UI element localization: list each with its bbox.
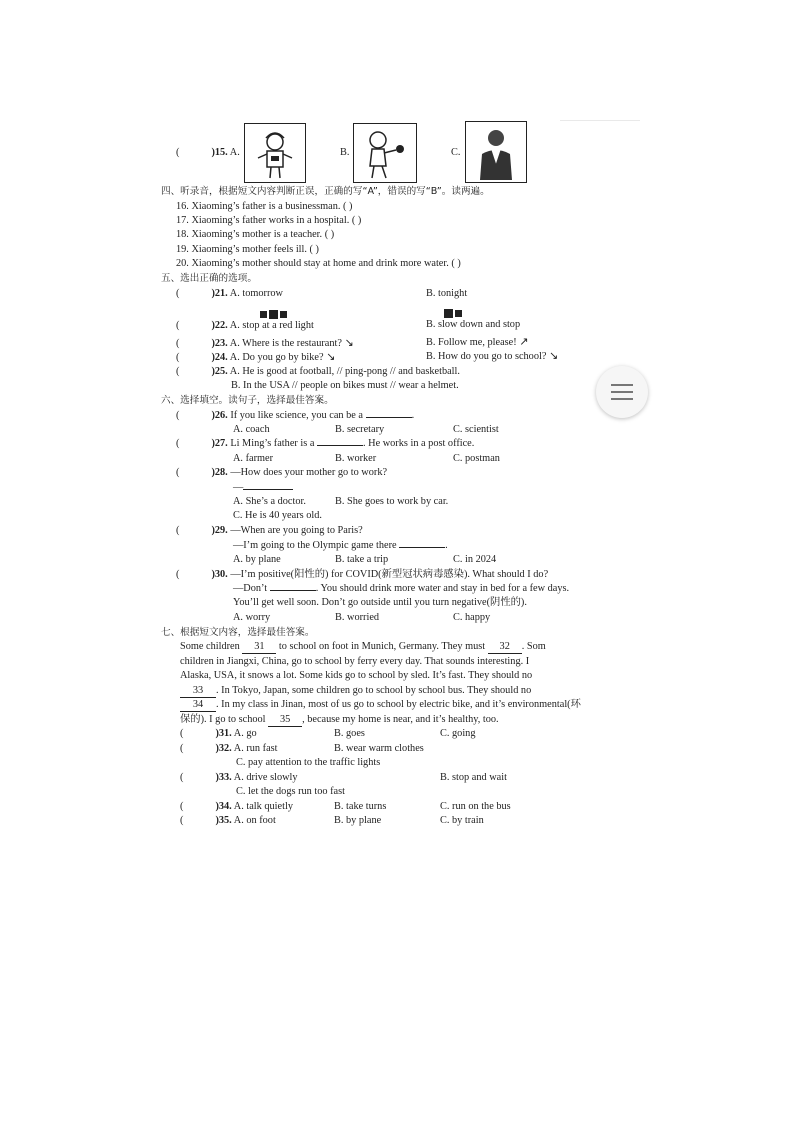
q29-option-b: B. take a trip [335,554,389,565]
q35-option-a: A. on foot [233,815,276,826]
q24-option-a: A. Do you go by bike? [229,352,324,363]
q32-row: ( )32. A. run fast [180,743,278,754]
q27-option-c: C. postman [453,453,500,464]
businessman-icon [466,122,526,182]
q32-option-b: B. wear warm clothes [334,743,424,754]
passage-line-5: 34 . In my class in Jinan, most of us go to school by electric bike, and it’s environmental(环 [180,698,581,712]
q25-option-b: B. In the USA // people on bikes must // wear a helmet. [231,380,459,391]
q34-option-c: C. run on the bus [440,801,511,812]
q30-line3: You’ll get well soon. Don’t go outside until you turn negative(阴性的). [233,597,527,608]
q15-number: )15. [211,147,228,158]
q30-row: ( )30. —I’m positive(阳性的) for COVID(新型冠状病毒感染). What should I do? [176,569,549,580]
floating-menu-button[interactable] [596,366,648,418]
boy-with-toy-icon [354,124,416,182]
q23-option-a: A. Where is the restaurant? [229,338,342,349]
q35-option-c: C. by train [440,815,484,826]
q32-option-a: A. run fast [233,743,278,754]
q29-option-a: A. by plane [233,554,281,565]
q33-row: ( )33. A. drive slowly [180,772,298,783]
q27-option-a: A. farmer [233,453,274,464]
q31-row: ( )31. A. go [180,728,257,739]
q34-option-a: A. talk quietly [233,801,293,812]
q22-row: ( )22. A. stop at a red light [176,320,314,331]
q30-line2: —Don’t . You should drink more water and stay in bed for a few days. [233,583,570,594]
q20-statement: 20. Xiaoming’s mother should stay at home and drink more water. ( ) [176,258,461,269]
q15-option-c-label: C. [451,147,461,158]
q27-answer-blank[interactable] [317,445,363,446]
q35-row: ( )35. A. on foot [180,815,276,826]
q28-option-b: B. She goes to work by car. [335,496,449,507]
q26-option-a: A. coach [233,424,270,435]
q29-option-c: C. in 2024 [453,554,497,565]
q23-option-b: B. Follow me, please! [426,337,517,348]
q25-row: ( )25. A. He is good at football, // ping-pong // and basketball. [176,366,460,377]
q15-picture-b [353,123,417,183]
passage-line-1: Some children 31 to school on foot in Munich, Germany. They must 32 . Som [180,641,546,652]
q24-row: ( )24. A. Do you go by bike? ↘ [176,350,336,363]
q23-option-b-wrap [426,335,528,349]
falling-intonation-icon: ↘ [326,350,336,363]
q31-option-b: B. goes [334,728,365,739]
passage-blank-32[interactable]: 32 [488,640,522,654]
q27-row: ( )27. Li Ming’s father is a . He works in a post office. [176,438,475,449]
q32-option-c: C. pay attention to the traffic lights [236,757,381,768]
q30-option-b: B. worried [335,612,380,623]
q28-option-a: A. She’s a doctor. [233,496,306,507]
passage-blank-31[interactable]: 31 [242,640,276,654]
passage-line-6: 保的). I go to school 35 , because my home is near, and it’s healthy, too. [180,714,499,725]
q24-option-b-wrap [426,349,558,363]
q23-row: ( )23. A. Where is the restaurant? ↘ [176,336,354,349]
section6-title: 六、选择填空。读句子，选择最佳答案。 [161,395,334,406]
q30-option-a: A. worry [233,612,271,623]
q15-option-a-label: A. [229,147,240,158]
q26-option-b: B. secretary [335,424,385,435]
q16-statement: 16. Xiaoming’s father is a businessman. ( ) [176,201,353,212]
q21-option-a: A. tomorrow [229,288,283,299]
passage-blank-33[interactable]: 33 [180,684,216,698]
passage-line-2: children in Jiangxi, China, go to school by ferry every day. That sounds interesting. I [180,656,530,667]
q29-line2: —I’m going to the Olympic game there . [233,540,448,551]
q17-statement: 17. Xiaoming’s father works in a hospital. ( ) [176,215,362,226]
construction-worker-icon [245,124,305,182]
q33-option-b: B. stop and wait [440,772,507,783]
q21-option-b: B. tonight [426,288,468,299]
q22-option-b: B. slow down and stop [426,319,521,330]
q34-row: ( )34. A. talk quietly [180,801,293,812]
q29-row: ( )29. —When are you going to Paris? [176,525,363,536]
q30-option-c: C. happy [453,612,491,623]
q24-option-b: B. How do you go to school? [426,351,547,362]
q27-option-b: B. worker [335,453,377,464]
falling-intonation-icon: ↘ [549,349,559,362]
rising-intonation-icon: ↗ [519,335,529,348]
q18-statement: 18. Xiaoming’s mother is a teacher. ( ) [176,229,335,240]
q33-option-c: C. let the dogs run too fast [236,786,345,797]
passage-blank-35[interactable]: 35 [268,713,302,727]
q28-answer-blank[interactable] [243,489,293,490]
q31-option-c: C. going [440,728,476,739]
q25-option-a: A. He is good at football, // ping-pong // and basketball. [229,366,460,377]
q22-option-a: A. stop at a red light [229,320,314,331]
falling-intonation-icon: ↘ [344,336,354,349]
q15-picture-c [465,121,527,183]
q26-row: ( )26. If you like science, you can be a . [176,410,415,421]
q28-answer-line: — [233,481,293,494]
q28-row: ( )28. —How does your mother go to work? [176,467,388,478]
q15-option-b-label: B. [340,147,350,158]
q28-option-c: C. He is 40 years old. [233,510,322,521]
passage-blank-34[interactable]: 34 [180,698,216,712]
q34-option-b: B. take turns [334,801,387,812]
q26-option-c: C. scientist [453,424,499,435]
section4-title: 四、听录音，根据短文内容判断正误，正确的写“A”，错误的写“B”。读两遍。 [161,186,490,197]
q21-row: ( )21. A. tomorrow [176,288,283,299]
q31-option-a: A. go [233,728,257,739]
q30-answer-blank[interactable] [270,590,316,591]
section7-title: 七、根据短文内容，选择最佳答案。 [161,627,315,638]
q19-statement: 19. Xiaoming’s mother feels ill. ( ) [176,244,319,255]
q35-option-b: B. by plane [334,815,382,826]
q29-answer-blank[interactable] [399,547,445,548]
q15-row: ( )15. A. [176,147,240,158]
passage-line-4: 33 . In Tokyo, Japan, some children go to school by school bus. They should no [180,684,531,698]
section5-title: 五、选出正确的选项。 [161,273,257,284]
q15-picture-a [244,123,306,183]
passage-line-3: Alaska, USA, it snows a lot. Some kids go to school by sled. It’s fast. They should no [180,670,533,681]
bleed-through-shadow [560,120,640,121]
q26-answer-blank[interactable] [366,417,412,418]
q33-option-a: A. drive slowly [233,772,298,783]
